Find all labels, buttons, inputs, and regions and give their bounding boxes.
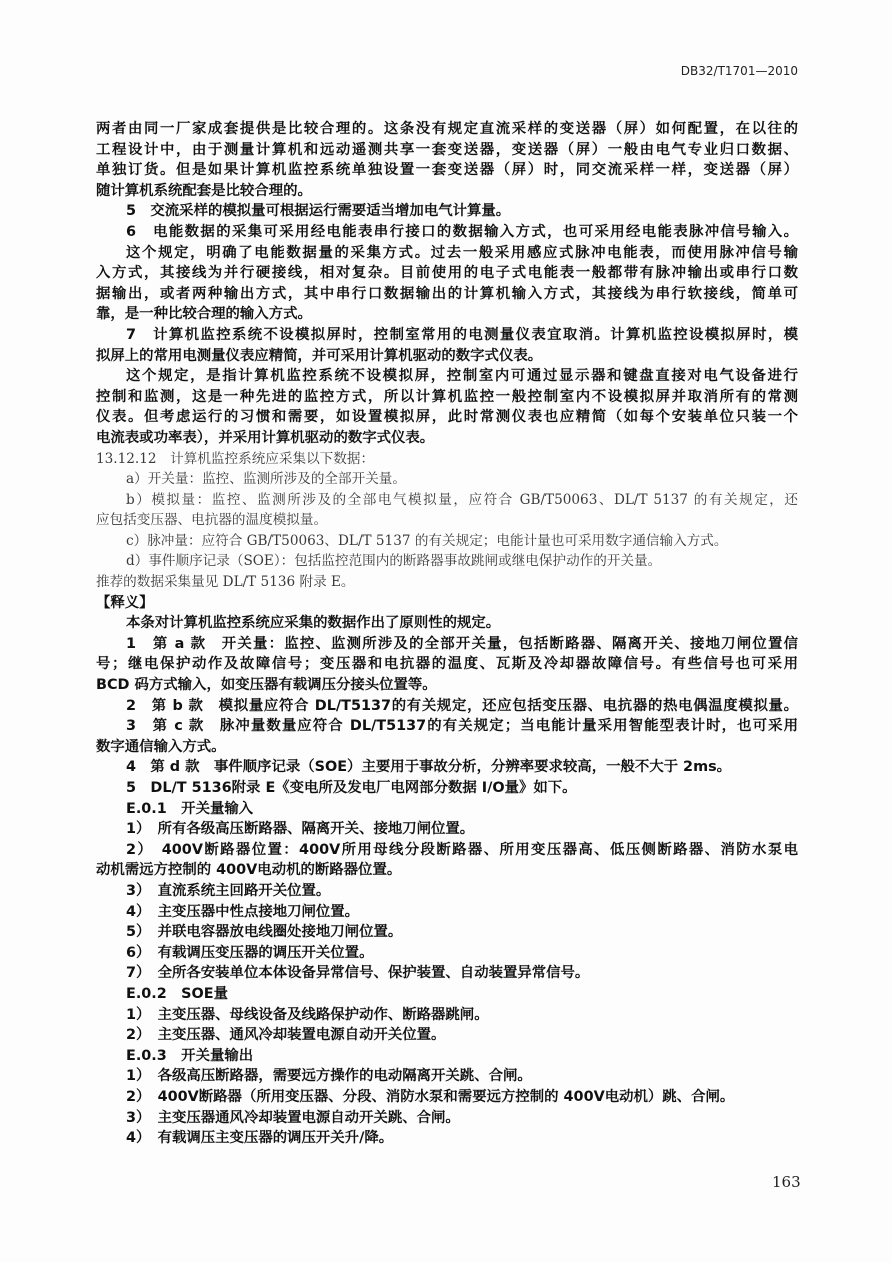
text-line: E.0.2 SOE量: [126, 985, 228, 1002]
text-line: 2） 400V断路器位置：400V所用母线分段断路器、所用变压器高、低压侧断路器、消防水泵电: [126, 841, 798, 858]
text-line: 4 第 d 款 事件顺序记录（SOE）主要用于事故分析，分辨率要求较高，一般不大于 2ms。: [126, 759, 732, 776]
text-line: E.0.1 开关量输入: [126, 800, 254, 817]
text-line: 应包括变压器、电抗器的温度模拟量。: [96, 512, 328, 529]
text-line: 单独订货。但是如果计算机监控系统单独设置一套变送器（屏）时，同交流采样一样，变送器（屏）: [96, 162, 798, 179]
text-line: b）模拟量：监控、监测所涉及的全部电气模拟量，应符合 GB/T50063、DL/T 5137 的有关规定，还: [126, 491, 798, 508]
text-line: 5） 并联电容器放电线圈处接地刀闸位置。: [126, 924, 403, 941]
text-line: 5 交流采样的模拟量可根据运行需要适当增加电气计算量。: [126, 203, 511, 220]
page-number: 163: [772, 1173, 801, 1191]
text-line: 4） 有载调压主变压器的调压开关升/降。: [126, 1130, 394, 1147]
text-line: 动机需远方控制的 400V电动机的断路器位置。: [96, 862, 402, 879]
text-line: 电流表或功率表），并采用计算机驱动的数字式仪表。: [96, 429, 435, 446]
text-line: 3） 直流系统主回路开关位置。: [126, 882, 331, 899]
text-line: 2） 400V断路器（所用变压器、分段、消防水泵和需要远方控制的 400V电动机）跳、合闸。: [126, 1088, 735, 1105]
text-line: 1 第 a 款 开关量：监控、监测所涉及的全部开关量，包括断路器、隔离开关、接地刀闸位置信: [126, 635, 798, 652]
text-line: 3） 主变压器通风冷却装置电源自动开关跳、合闸。: [126, 1109, 460, 1126]
text-line: 1） 各级高压断路器，需要远方操作的电动隔离开关跳、合闸。: [126, 1068, 532, 1085]
text-line: BCD 码方式输入，如变压器有载调压分接头位置等。: [96, 677, 437, 694]
text-line: 7 计算机监控系统不设模拟屏时，控制室常用的电测量仪表宜取消。计算机监控设模拟屏时，模: [126, 326, 798, 343]
text-line: E.0.3 开关量输出: [126, 1047, 254, 1064]
text-line: 本条对计算机监控系统应采集的数据作出了原则性的规定。: [126, 615, 501, 632]
text-line: c）脉冲量：应符合 GB/T50063、DL/T 5137 的有关规定；电能计量也可采用数字通信输入方式。: [126, 532, 728, 549]
text-line: 2） 主变压器、通风冷却装置电源自动开关位置。: [126, 1027, 446, 1044]
text-line: 靠，是一种比较合理的输入方式。: [96, 306, 312, 323]
text-line: 推荐的数据采集量见 DL/T 5136 附录 E。: [96, 574, 355, 591]
text-line: 【释义】: [96, 594, 154, 611]
text-line: 随计算机系统配套是比较合理的。: [96, 182, 312, 199]
text-line: 1） 主变压器、母线设备及线路保护动作、断路器跳闸。: [126, 1006, 489, 1023]
text-line: 拟屏上的常用电测量仪表应精简，并可采用计算机驱动的数字式仪表。: [96, 347, 543, 364]
text-line: 这个规定，是指计算机监控系统不设模拟屏，控制室内可通过显示器和键盘直接对电气设备进行: [126, 368, 798, 385]
document-code: DB32/T1701—2010: [680, 64, 798, 78]
text-line: 两者由同一厂家成套提供是比较合理的。这条没有规定直流采样的变送器（屏）如何配置，在以往的: [96, 121, 798, 137]
text-line: 2 第 b 款 模拟量应符合 DL/T5137的有关规定，还应包括变压器、电抗器的热电偶温度模拟量。: [126, 697, 798, 714]
text-line: 仪表。但考虑运行的习惯和需要，如设置模拟屏，此时常测仪表也应精简（如每个安装单位只装一个: [96, 409, 798, 426]
text-line: 5 DL/T 5136附录 E《变电所及发电厂电网部分数据 I/O量》如下。: [126, 780, 577, 796]
text-line: 1） 所有各级高压断路器、隔离开关、接地刀闸位置。: [126, 821, 475, 838]
text-line: 3 第 c 款 脉冲量数量应符合 DL/T5137的有关规定；当电能计量采用智能型表计时，也可采用: [126, 718, 798, 735]
text-line: 工程设计中，由于测量计算机和远动遥测共享一套变送器，变送器（屏）一般由电气专业归口数据、: [96, 141, 798, 158]
text-line: 7） 全所各安装单位本体设备异常信号、保护装置、自动装置异常信号。: [126, 965, 590, 982]
text-line: 4） 主变压器中性点接地刀闸位置。: [126, 903, 360, 920]
text-line: 入方式，其接线为并行硬接线，相对复杂。目前使用的电子式电能表一般都带有脉冲输出或串行口数: [96, 265, 798, 282]
text-line: 13.12.12 计算机监控系统应采集以下数据：: [96, 450, 375, 467]
text-line: 号；继电保护动作及故障信号；变压器和电抗器的温度、瓦斯及冷却器故障信号。有些信号也可采用: [96, 656, 798, 673]
page-body-text: [96, 119, 798, 1149]
text-line: 数字通信输入方式。: [96, 738, 226, 755]
text-line: 6 电能数据的采集可采用经电能表串行接口的数据输入方式，也可采用经电能表脉冲信号输入。: [126, 223, 798, 240]
text-line: 6） 有载调压变压器的调压开关位置。: [126, 944, 374, 961]
text-line: d）事件顺序记录（SOE）：包括监控范围内的断路器事故跳闸或继电保护动作的开关量。: [126, 553, 662, 570]
text-line: 控制和监测，这是一种先进的监控方式，所以计算机监控一般控制室内不设模拟屏并取消所有的常测: [96, 388, 798, 405]
text-line: 这个规定，明确了电能数据量的采集方式。过去一般采用感应式脉冲电能表，而使用脉冲信号输: [126, 244, 798, 261]
text-line: a）开关量：监控、监测所涉及的全部开关量。: [126, 471, 406, 488]
text-line: 据输出，或者两种输出方式，其中串行口数据输出的计算机输入方式，其接线为串行软接线，简单可: [96, 285, 798, 302]
